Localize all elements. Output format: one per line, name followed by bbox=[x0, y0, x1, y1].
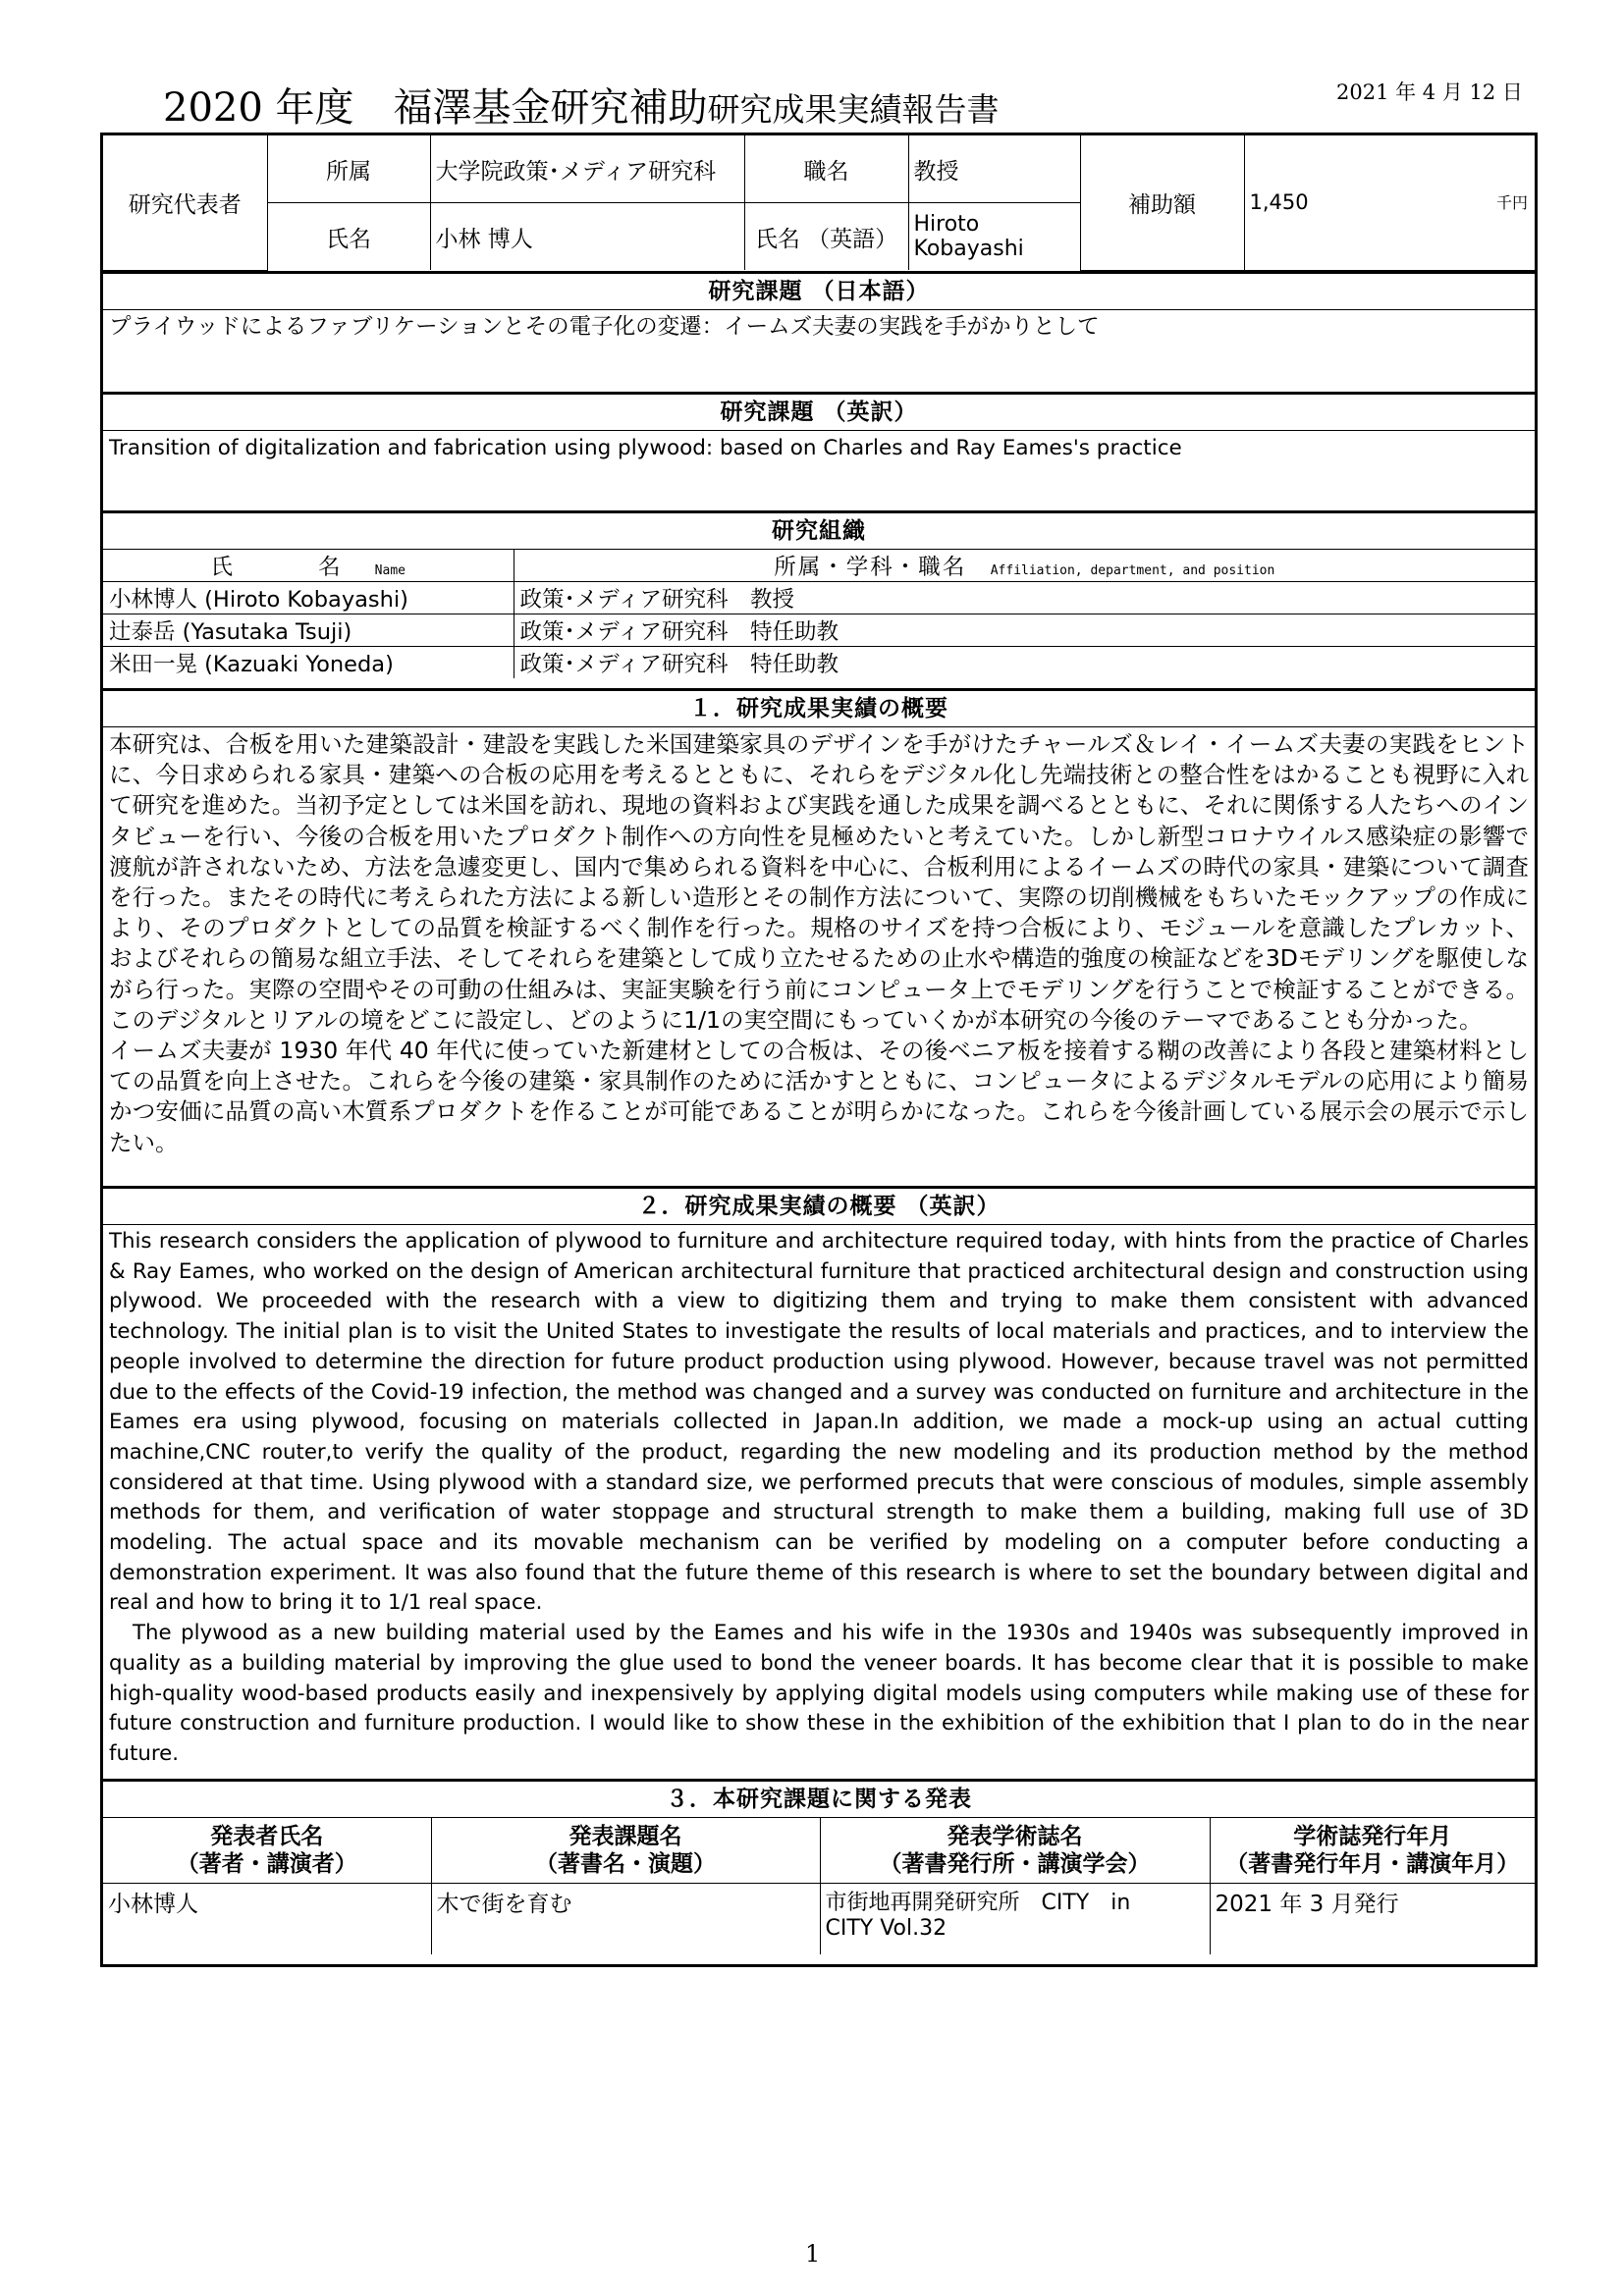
pub-col-author bbox=[103, 1818, 431, 1884]
pub-col-date-line1: 学術誌発行年月 bbox=[1293, 1824, 1452, 1849]
report-form bbox=[100, 133, 1538, 1967]
member-name: 小林博人 (Hiroto Kobayashi) bbox=[103, 582, 514, 614]
org-col-affil-jp: 所属・学科・職名 bbox=[774, 555, 967, 580]
summary-en-section bbox=[103, 1189, 1535, 1782]
pub-col-title bbox=[431, 1818, 820, 1884]
pub-col-author-line1: 発表者氏名 bbox=[210, 1824, 324, 1849]
pub-col-date-line2: （著書発行年月・講演年月） bbox=[1225, 1851, 1520, 1877]
member-row bbox=[103, 614, 1535, 647]
grant-label: 補助額 bbox=[1080, 135, 1244, 270]
pub-col-title-line1: 発表課題名 bbox=[568, 1824, 682, 1849]
publication-title: 木で街を育む bbox=[431, 1884, 820, 1954]
publication-row bbox=[103, 1884, 1535, 1954]
member-affiliation: 政策･メディア研究科 特任助教 bbox=[514, 614, 1535, 647]
summary-en-heading: ２．研究成果実績の概要 （英訳） bbox=[103, 1189, 1535, 1225]
pub-col-author-line2: （著者・講演者） bbox=[176, 1851, 357, 1877]
publications-heading: ３．本研究課題に関する発表 bbox=[103, 1782, 1535, 1818]
position-value: 教授 bbox=[908, 135, 1080, 203]
publication-date: 2021 年 3 月発行 bbox=[1210, 1884, 1535, 1954]
member-affiliation: 政策･メディア研究科 教授 bbox=[514, 582, 1535, 614]
name-en-value: Hiroto Kobayashi bbox=[908, 203, 1080, 271]
organization-heading: 研究組織 bbox=[103, 513, 1535, 550]
affiliation-value: 大学院政策･メディア研究科 bbox=[430, 135, 744, 203]
grant-value: 1,450 bbox=[1249, 190, 1309, 215]
representative-table bbox=[103, 135, 1535, 271]
org-col-name bbox=[103, 550, 514, 582]
pub-col-journal-line2: （著書発行所・講演学会） bbox=[879, 1851, 1151, 1877]
publications-table bbox=[103, 1818, 1535, 1954]
summary-jp-section bbox=[103, 691, 1535, 1189]
page-title-main: 2020 年度 福澤基金研究補助 bbox=[163, 85, 708, 131]
publication-journal bbox=[820, 1884, 1210, 1954]
report-date: 2021 年 4 月 12 日 bbox=[1336, 80, 1523, 104]
title-en-heading: 研究課題 （英訳） bbox=[103, 395, 1535, 431]
organization-section bbox=[103, 513, 1535, 691]
title-en-section bbox=[103, 395, 1535, 513]
title-jp-text: プライウッドによるファブリケーションとその電子化の変遷：イームズ夫妻の実践を手がかりとして bbox=[109, 314, 1100, 340]
summary-jp-body bbox=[103, 727, 1535, 1160]
page-title-sub: 研究成果実績報告書 bbox=[707, 90, 1000, 129]
representative-section bbox=[103, 135, 1535, 274]
position-label: 職名 bbox=[744, 135, 908, 203]
publications-section bbox=[103, 1782, 1535, 1954]
pub-col-date bbox=[1210, 1818, 1535, 1884]
title-en-text: Transition of digitalization and fabrication using plywood: based on Charles and Ray Eames's practice bbox=[109, 436, 1182, 460]
member-affiliation: 政策･メディア研究科 特任助教 bbox=[514, 647, 1535, 679]
summary-en-paragraph: The plywood as a new building material used by the Eames and his wife in the 1930s and 1940s was subsequently improved in quality as a building material by improving the glue used to bond the veneer boards. It has become clear that it is possible to make high-quality wood-based products easily and inexpensively by applying digital models using computers while making use of these for future construction and furniture production. I would like to show these in the exhibition of the exhibition that I plan to do in the near future. bbox=[109, 1621, 1529, 1766]
name-value: 小林 博人 bbox=[430, 203, 744, 271]
pub-col-journal bbox=[820, 1818, 1210, 1884]
affiliation-label: 所属 bbox=[267, 135, 430, 203]
page-number: 1 bbox=[805, 2240, 821, 2268]
publication-journal-line1: 市街地再開発研究所 CITY in bbox=[825, 1891, 1131, 1915]
organization-table bbox=[103, 550, 1535, 678]
member-row bbox=[103, 582, 1535, 614]
publication-author: 小林博人 bbox=[103, 1884, 431, 1954]
summary-en-paragraph: This research considers the application of plywood to furniture and architecture required today, with hints from the practice of Charles & Ray Eames, who worked on the design of American architectural furniture that practiced architectural design and construction using plywood. We proceeded with the research with a view to digitizing them and trying to make them consistent with advanced technology. The initial plan is to visit the United States to investigate the results of local materials and practices, and to interview the people involved to determine the direction for future product production using plywood. However, because travel was not permitted due to the effects of the Covid-19 infection, the method was changed and a survey was conducted on furniture and architecture in the Eames era using plywood, focusing on materials collected in Japan.In addition, we made a mock-up using an actual cutting machine,CNC router,to verify the quality of the product, regarding the new modeling and its production method by the method considered at that time. Using plywood with a standard size, we performed precuts that were conscious of modules, simple assembly methods for them, and verification of water stoppage and structural strength to make them a building, making full use of 3D modeling. The actual space and its movable mechanism can be verified by modeling on a computer before conducting a demonstration experiment. It was also found that the future theme of this research is where to set the boundary between digital and real and how to bring it to 1/1 real space. bbox=[109, 1229, 1529, 1616]
pub-col-journal-line1: 発表学術誌名 bbox=[947, 1824, 1083, 1849]
name-en-label: 氏名 （英語） bbox=[744, 203, 908, 271]
summary-jp-paragraph: イームズ夫妻が 1930 年代 40 年代に使っていた新建材としての合板は、その後ベニア板を接着する糊の改善により各段と建築材料としての品質を向上させた。これらを今後の建築・家具制作のために活かすとともに、コンピュータによるデジタルモデルの応用により簡易かつ安価に品質の高い木質系プロダクトを作ることが可能であることが明らかになった。これらを今後計画している展示会の展示で示したい。 bbox=[109, 1037, 1529, 1156]
member-row bbox=[103, 647, 1535, 679]
grant-amount bbox=[1244, 135, 1535, 270]
pub-col-title-line2: （著書名・演題） bbox=[535, 1851, 716, 1877]
summary-jp-heading: １．研究成果実績の概要 bbox=[103, 691, 1535, 727]
publication-journal-line2: CITY Vol.32 bbox=[825, 1916, 947, 1941]
org-col-name-en: Name bbox=[374, 563, 406, 578]
summary-en-body bbox=[103, 1225, 1535, 1772]
org-col-affil bbox=[514, 550, 1535, 582]
member-name: 辻泰岳 (Yasutaka Tsuji) bbox=[103, 614, 514, 647]
title-jp-section bbox=[103, 274, 1535, 395]
org-col-name-jp: 氏 名 bbox=[210, 555, 354, 580]
representative-label: 研究代表者 bbox=[103, 135, 267, 270]
org-col-affil-en: Affiliation, department, and position bbox=[990, 563, 1275, 578]
name-label: 氏名 bbox=[267, 203, 430, 271]
grant-unit: 千円 bbox=[1495, 193, 1528, 213]
page-title bbox=[163, 77, 1000, 133]
title-jp-heading: 研究課題 （日本語） bbox=[103, 274, 1535, 310]
member-name: 米田一晃 (Kazuaki Yoneda) bbox=[103, 647, 514, 679]
summary-jp-paragraph: 本研究は、合板を用いた建築設計・建設を実践した米国建築家具のデザインを手がけたチャールズ＆レイ・イームズ夫妻の実践をヒントに、今日求められる家具・建築への合板の応用を考えるとともに、それらをデジタル化し先端技術との整合性をはかることも視野に入れて研究を進めた。当初予定としては米国を訪れ、現地の資料および実践を通した成果を調べるとともに、それに関係する人たちへのインタビューを行い、今後の合板を用いたプロダクト制作への方向性を見極めたいと考えていた。しかし新型コロナウイルス感染症の影響で渡航が許されないため、方法を急遽変更し、国内で集められる資料を中心に、合板利用によるイームズの時代の家具・建築について調査を行った。またその時代に考えられた方法による新しい造形とその制作方法について、実際の切削機械をもちいたモックアップの作成により、そのプロダクトとしての品質を検証するべく制作を行った。規格のサイズを持つ合板により、モジュールを意識したプレカット、およびそれらの簡易な組立手法、そしてそれらを建築として成り立たせるための止水や構造的強度の検証などを3Dモデリングを駆使しながら行った。実際の空間やその可動の仕組みは、実証実験を行う前にコンピュータ上でモデリングを行うことで検証することができる。このデジタルとリアルの境をどこに設定し、どのように1/1の実空間にもっていくかが本研究の今後のテーマであることも分かった。 bbox=[109, 730, 1529, 1034]
